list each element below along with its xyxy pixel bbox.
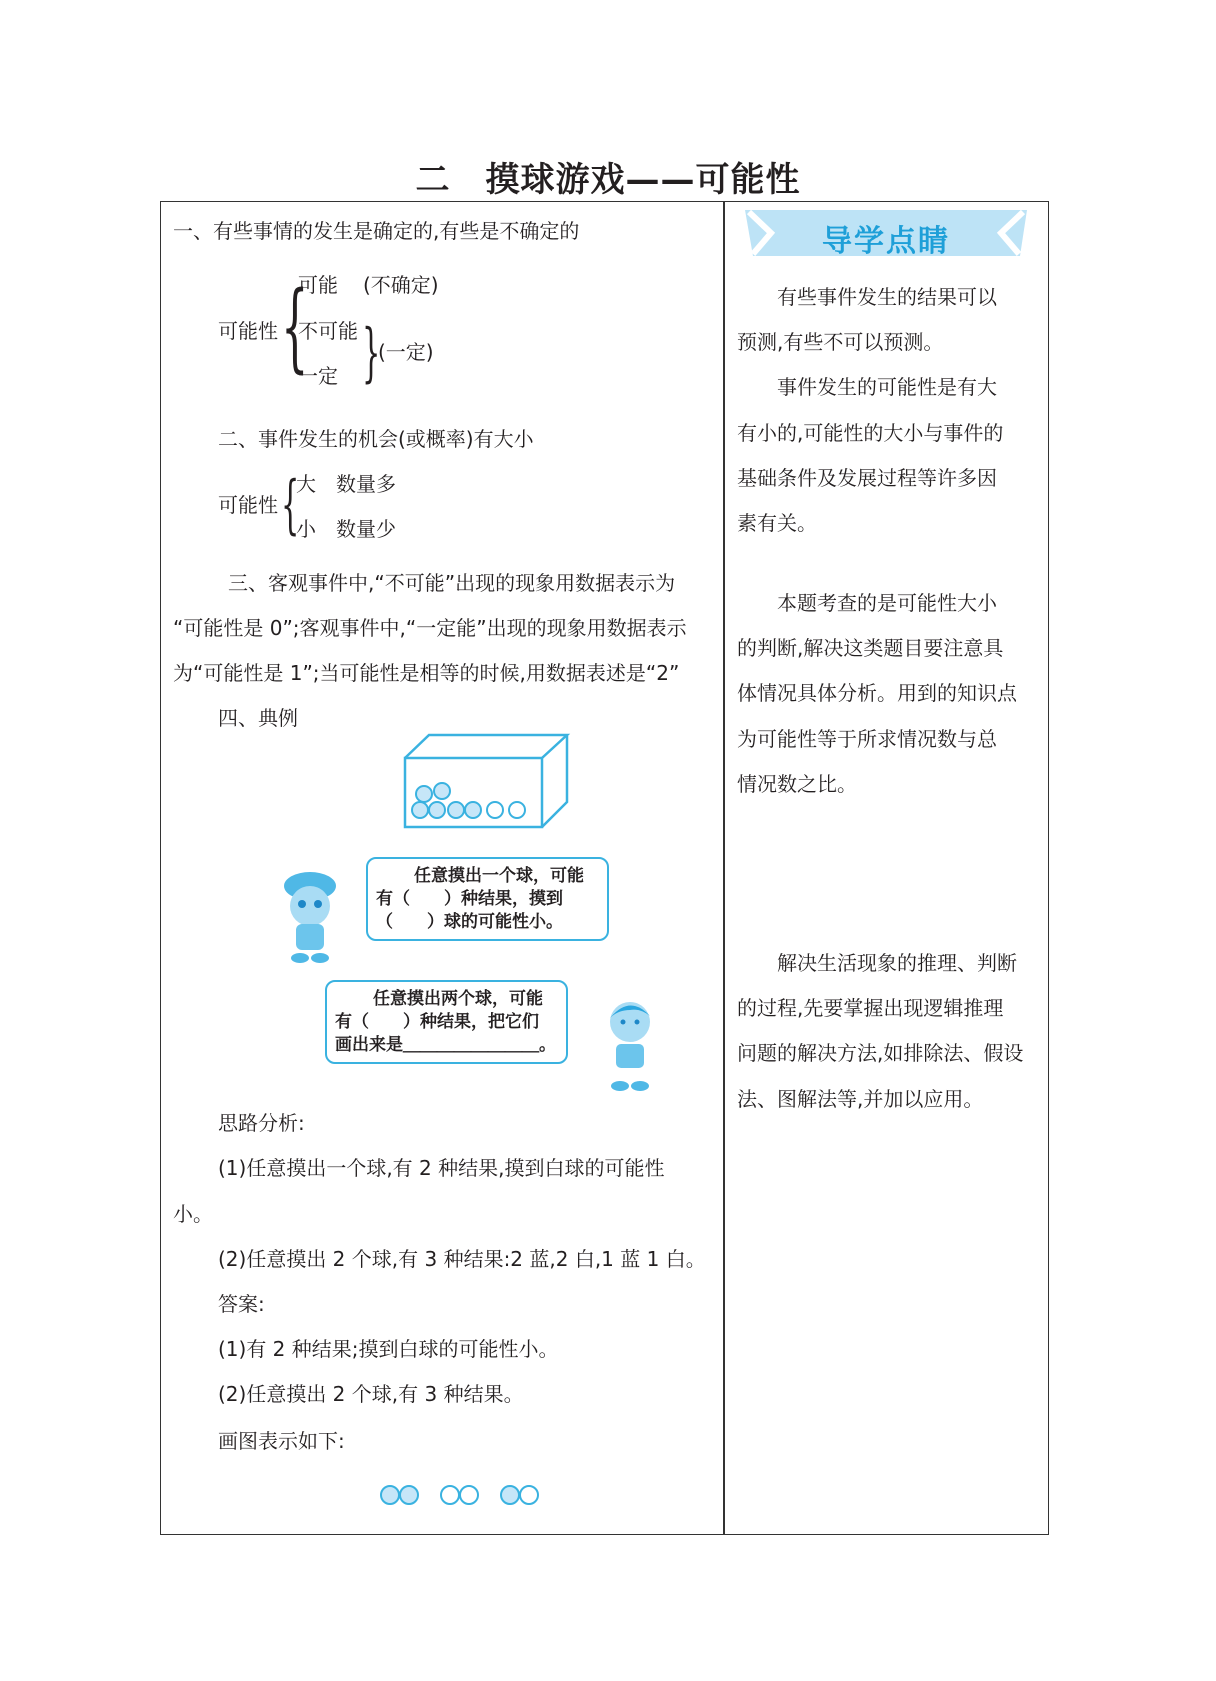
bubble-line: 画出来是＿＿＿＿＿＿＿＿。	[335, 1035, 556, 1055]
balls	[412, 783, 525, 818]
section-1-heading: 一、有些事情的发生是确定的,有些是不确定的	[173, 219, 580, 243]
left-brace-icon: {	[281, 271, 309, 383]
guide-text-line: 情况数之比。	[737, 771, 857, 796]
blue-ball	[400, 1486, 418, 1504]
analysis-line: (1)任意摸出一个球,有 2 种结果,摸到白球的可能性	[218, 1156, 665, 1180]
tree1-item: 可能	[298, 273, 338, 297]
tree1-note: (不确定)	[363, 273, 439, 297]
answer-line: (2)任意摸出 2 个球,有 3 种结果。	[218, 1382, 524, 1406]
guide-text-line: 本题考查的是可能性大小	[737, 591, 997, 615]
guide-text-line: 有小的,可能性的大小与事件的	[737, 420, 1004, 445]
speech-bubble-2	[325, 980, 568, 1064]
guide-text-line: 问题的解决方法,如排除法、假设	[737, 1041, 1024, 1066]
ball-pairs-drawing	[380, 1482, 560, 1508]
tree2-root: 可能性	[218, 493, 278, 517]
answer-label: 答案:	[218, 1292, 265, 1316]
white-ball	[520, 1486, 538, 1504]
guide-text-line: 体情况具体分析。用到的知识点	[737, 681, 1017, 706]
analysis-line: (2)任意摸出 2 个球,有 3 种结果:2 蓝,2 白,1 蓝 1 白。	[218, 1247, 706, 1271]
page-title: 二 摸球游戏——可能性	[415, 160, 801, 200]
guide-text-line: 事件发生的可能性是有大	[737, 375, 997, 400]
column-divider	[723, 201, 725, 1535]
right-brace-icon: }	[362, 316, 381, 390]
white-ball	[460, 1486, 478, 1504]
blue-ball	[381, 1486, 399, 1504]
bubble-line: 任意摸出一个球，可能	[414, 866, 584, 886]
tree1-item: 不可能	[298, 319, 358, 343]
speech-bubble-1	[366, 857, 609, 941]
section-4-heading: 四、典例	[218, 706, 298, 730]
section-2-heading: 二、事件发生的机会(或概率)有大小	[218, 427, 534, 451]
bubble-line: 任意摸出两个球，可能	[373, 989, 543, 1009]
guide-text-line: 预测,有些不可以预测。	[737, 330, 944, 355]
guide-header-title: 导学点睛	[822, 224, 950, 259]
guide-text-line: 解决生活现象的推理、判断	[737, 951, 1017, 975]
section-3-line: “可能性是 0”;客观事件中,“一定能”出现的现象用数据表示	[173, 616, 687, 640]
guide-text-line: 法、图解法等,并加以应用。	[737, 1086, 984, 1111]
bubble-line: （ ）球的可能性小。	[376, 912, 563, 932]
ball-box-illustration	[400, 730, 572, 840]
analysis-line: 小。	[173, 1202, 213, 1226]
guide-text-line: 为可能性等于所求情况数与总	[737, 726, 997, 751]
guide-header	[745, 210, 1027, 259]
tree1-item: 一定	[298, 364, 338, 388]
section-3-line: 为“可能性是 1”;当可能性是相等的时候,用数据表述是“2”	[173, 661, 680, 685]
tree1-root: 可能性	[218, 319, 278, 343]
blue-ball	[501, 1486, 519, 1504]
answer-line: (1)有 2 种结果;摸到白球的可能性小。	[218, 1337, 559, 1361]
tree2-item: 小 数量少	[296, 517, 396, 541]
guide-text-line: 的判断,解决这类题目要注意具	[737, 636, 1004, 661]
girl-character-icon	[272, 868, 352, 968]
section-3-line: 三、客观事件中,“不可能”出现的现象用数据表示为	[228, 571, 676, 595]
answer-line: 画图表示如下:	[218, 1429, 345, 1453]
left-brace-icon: {	[281, 468, 300, 542]
white-ball	[441, 1486, 459, 1504]
guide-text-line: 的过程,先要掌握出现逻辑推理	[737, 996, 1004, 1021]
tree2-item: 大 数量多	[296, 472, 396, 496]
boy-character-icon	[600, 998, 662, 1094]
bubble-line: 有（ ）种结果，摸到	[376, 889, 563, 909]
guide-text-line: 素有关。	[737, 511, 817, 535]
guide-text-line: 基础条件及发展过程等许多因	[737, 465, 997, 490]
bubble-line: 有（ ）种结果，把它们	[335, 1012, 539, 1032]
analysis-label: 思路分析:	[218, 1111, 305, 1135]
tree1-note: (一定)	[378, 340, 434, 364]
guide-text-line: 有些事件发生的结果可以	[737, 285, 997, 309]
